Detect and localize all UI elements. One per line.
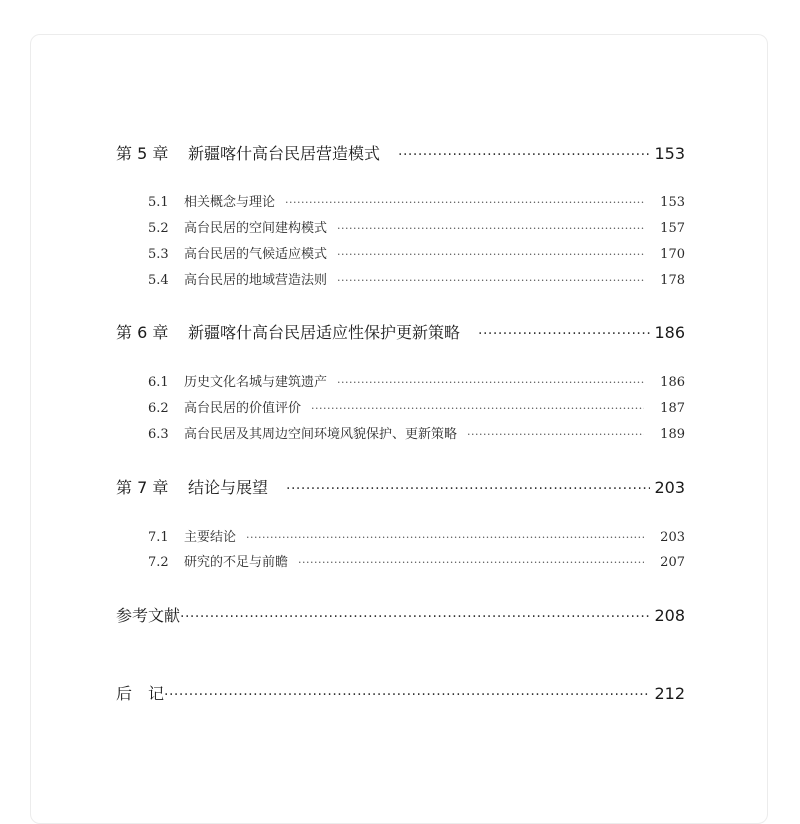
- section-title: 高台民居及其周边空间环境风貌保护、更新策略: [184, 427, 458, 442]
- page-number: 203: [660, 530, 685, 545]
- section-title: 高台民居的价值评价: [184, 401, 302, 416]
- section-number: 6.3: [148, 427, 169, 442]
- section-number: 5.2: [148, 221, 169, 236]
- page-number: 153: [654, 144, 685, 163]
- leader-dots: [180, 609, 650, 625]
- page-number: 203: [654, 478, 685, 497]
- chapter-title: 新疆喀什高台民居营造模式: [188, 144, 381, 163]
- section-title: 研究的不足与前瞻: [184, 555, 289, 570]
- section-number: 7.2: [148, 555, 169, 570]
- leader-dots: [286, 481, 650, 497]
- page-number: 186: [660, 375, 685, 390]
- chapter-title: 结论与展望: [188, 478, 269, 497]
- section-number: 6.1: [148, 375, 169, 390]
- toc-section-6-1[interactable]: [148, 371, 685, 390]
- toc-section-5-4[interactable]: [148, 269, 685, 288]
- leader-dots: [478, 326, 650, 342]
- section-number: 6.2: [148, 401, 169, 416]
- section-title: 高台民居的气候适应模式: [184, 247, 328, 262]
- toc-section-7-2[interactable]: [148, 551, 685, 570]
- section-title: 主要结论: [184, 530, 237, 545]
- page-number: 212: [654, 684, 685, 703]
- section-number: 5.4: [148, 273, 169, 288]
- toc-references[interactable]: [116, 603, 685, 626]
- references-title: 参考文献: [116, 606, 181, 625]
- afterword-title: 后 记: [116, 684, 165, 703]
- chapter-title: 新疆喀什高台民居适应性保护更新策略: [188, 323, 461, 342]
- chapter-number: 第 7 章: [116, 478, 169, 497]
- page-number: 153: [660, 195, 685, 210]
- section-title: 相关概念与理论: [184, 195, 276, 210]
- chapter-number: 第 5 章: [116, 144, 169, 163]
- section-number: 5.1: [148, 195, 169, 210]
- leader-dots: [337, 222, 644, 235]
- section-title: 高台民居的地域营造法则: [184, 273, 328, 288]
- leader-dots: [467, 428, 644, 441]
- leader-dots: [246, 531, 644, 544]
- leader-dots: [398, 147, 650, 163]
- chapter-number: 第 6 章: [116, 323, 169, 342]
- page-number: 208: [654, 606, 685, 625]
- toc-section-6-2[interactable]: [148, 397, 685, 416]
- toc-chapter-5[interactable]: [116, 141, 685, 164]
- toc-chapter-6[interactable]: [116, 320, 685, 343]
- page-number: 178: [660, 273, 685, 288]
- page-number: 187: [660, 401, 685, 416]
- toc-section-6-3[interactable]: [148, 423, 685, 442]
- leader-dots: [298, 556, 644, 569]
- toc-chapter-7[interactable]: [116, 475, 685, 498]
- toc-section-7-1[interactable]: [148, 526, 685, 545]
- toc-section-5-2[interactable]: [148, 217, 685, 236]
- leader-dots: [337, 248, 644, 261]
- leader-dots: [337, 274, 644, 287]
- page-number: 170: [660, 247, 685, 262]
- leader-dots: [337, 376, 644, 389]
- section-number: 7.1: [148, 530, 169, 545]
- section-title: 高台民居的空间建构模式: [184, 221, 328, 236]
- section-title: 历史文化名城与建筑遗产: [184, 375, 328, 390]
- page-number: 207: [660, 555, 685, 570]
- toc-afterword[interactable]: [116, 681, 685, 704]
- leader-dots: [311, 402, 644, 415]
- leader-dots: [285, 196, 644, 209]
- leader-dots: [164, 687, 650, 703]
- section-number: 5.3: [148, 247, 169, 262]
- page-number: 189: [660, 427, 685, 442]
- toc-section-5-1[interactable]: [148, 191, 685, 210]
- toc-section-5-3[interactable]: [148, 243, 685, 262]
- page-number: 157: [660, 221, 685, 236]
- page-number: 186: [654, 323, 685, 342]
